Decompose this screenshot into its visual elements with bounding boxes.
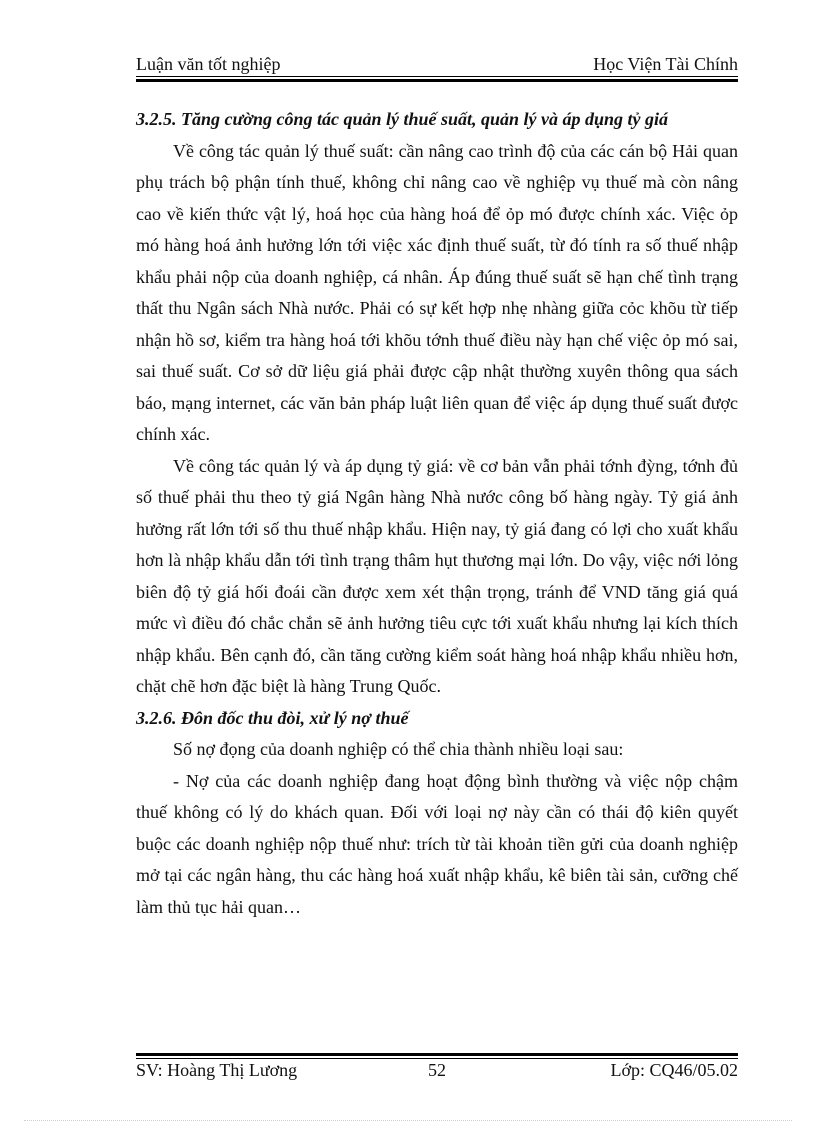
- paragraph-debt-types-intro: Số nợ đọng của doanh nghiệp có thể chia thành nhiều loại sau:: [173, 739, 624, 759]
- paragraph-debt-type-1: - Nợ của các doanh nghiệp đang hoạt động bình thường và việc nộp chậm thuế không có lý do khách quan. Đối với loại nợ này cần có thái độ kiên quyết buộc các doanh nghiệp nộp thuế như: trích từ tài khoản tiền gửi của doanh nghiệp mở tại các ngân hàng, thu các hàng hoá xuất nhập khẩu, kê biên tài sản, cưỡng chế làm thủ tục hải quan…: [136, 770, 738, 917]
- page-number: 52: [428, 1060, 446, 1080]
- footer-student-name: SV: Hoàng Thị Lương: [136, 1060, 298, 1080]
- footer-class-code: Lớp: CQ46/05.02: [610, 1060, 738, 1080]
- footer-rule-thin: [136, 1058, 738, 1059]
- header-thesis-label: Luận văn tốt nghiệp: [136, 54, 281, 74]
- header-institution-label: Học Viện Tài Chính: [593, 54, 738, 74]
- section-326-heading: 3.2.6. Đôn đốc thu đòi, xử lý nợ thuế: [136, 707, 409, 728]
- section-325-heading: 3.2.5. Tăng cường công tác quản lý thuế suất, quản lý và áp dụng tỷ giá: [136, 109, 668, 129]
- footer-rule-thick: [136, 1053, 738, 1056]
- header-rule-thick: [136, 79, 738, 82]
- page-footer: [136, 1060, 738, 1086]
- page-header: [136, 52, 738, 78]
- page-body: [136, 104, 738, 923]
- header-rule-thin: [136, 76, 738, 77]
- paragraph-tax-rate-management: Về công tác quản lý thuế suất: cần nâng cao trình độ của các cán bộ Hải quan phụ trách bộ phận tính thuế, không chỉ nâng cao về nghiệp vụ thuế mà còn nâng cao về kiến thức vật lý, hoá học của hàng hoá để ỏp mó được chính xác. Việc ỏp mó hàng hoá ảnh hưởng lớn tới việc xác định thuế suất, từ đó tính ra số thuế nhập khẩu phải nộp của doanh nghiệp, cá nhân. Áp đúng thuế suất sẽ hạn chế tình trạng thất thu Ngân sách Nhà nước. Phải có sự kết hợp nhẹ nhàng giữa cỏc khõu từ tiếp nhận hồ sơ, kiểm tra hàng hoá tới khõu tớnh thuế điều này hạn chế việc ỏp mó sai, sai thuế suất. Cơ sở dữ liệu giá phải được cập nhật thường xuyên thông qua sách báo, mạng internet, các văn bản pháp luật liên quan để việc áp dụng thuế suất được chính xác.: [136, 140, 738, 444]
- page-edge-divider: [24, 1120, 792, 1121]
- paragraph-exchange-rate-management: Về công tác quản lý và áp dụng tỷ giá: về cơ bản vẫn phải tớnh đỳng, tớnh đủ số thuế phải thu theo tỷ giá Ngân hàng Nhà nước công bố hàng ngày. Tỷ giá ảnh hưởng rất lớn tới số thu thuế nhập khẩu. Hiện nay, tỷ giá đang có lợi cho xuất khẩu hơn là nhập khẩu dẫn tới tình trạng thâm hụt thương mại lớn. Do vậy, việc nới lỏng biên độ tỷ giá hối đoái cần được xem xét thận trọng, tránh để VND tăng giá quá mức vì điều đó chắc chắn sẽ ảnh hưởng tiêu cực tới xuất khẩu nhưng lại kích thích nhập khẩu. Bên cạnh đó, cần tăng cường kiểm soát hàng hoá nhập khẩu nhiều hơn, chặt chẽ hơn đặc biệt là hàng Trung Quốc.: [136, 455, 738, 696]
